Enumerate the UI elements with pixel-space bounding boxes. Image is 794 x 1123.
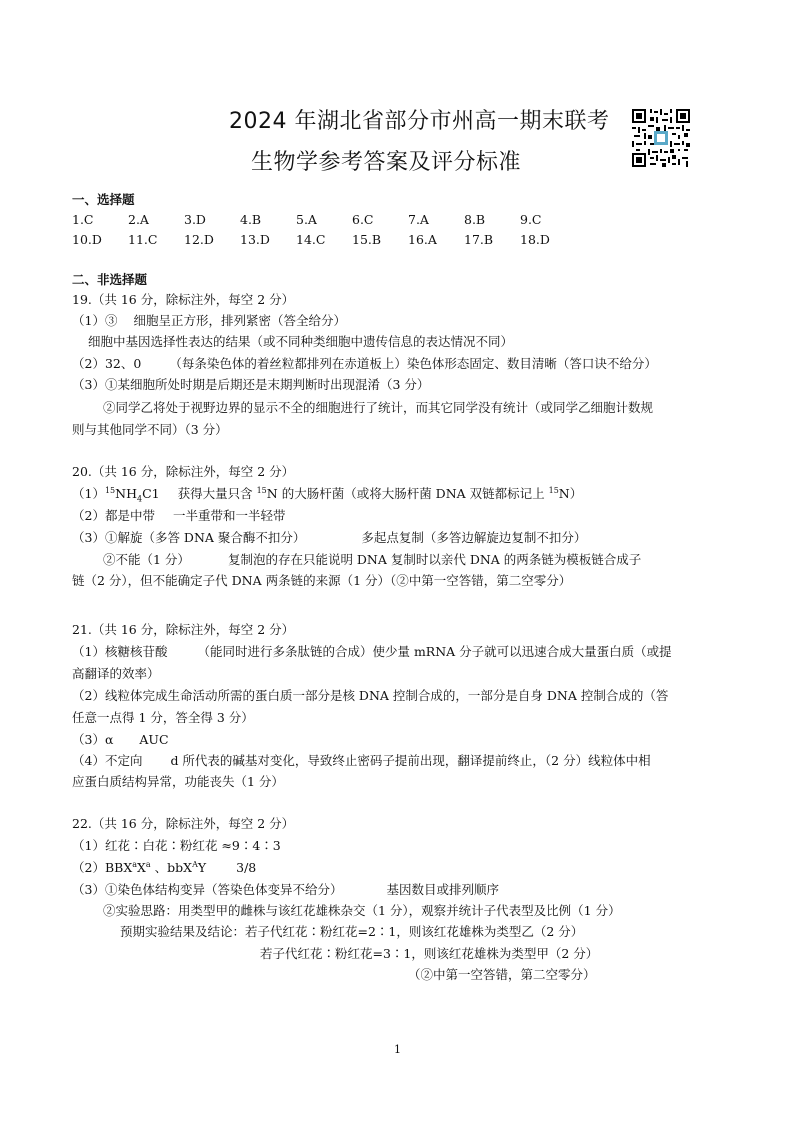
answer-item: 16.A [408, 232, 437, 247]
q20-line-3 [72, 528, 586, 548]
q22-line-4: ②实验思路：用类型甲的雌株与该红花雄株杂交（1 分），观察并统计子代表型及比例（1 分） [103, 903, 621, 918]
answer-item: 10.D [72, 232, 102, 247]
q22-l2-prefix: （2）BBX [72, 860, 133, 875]
q20-l1-end: N） [558, 486, 583, 501]
q19-line-3 [72, 354, 657, 374]
q22-ratio: 3/8 [236, 860, 257, 875]
q22-l2-mid: 、bbX [150, 860, 193, 875]
q19-l1b: 细胞呈正方形，排列紧密（答全给分） [133, 313, 346, 328]
answer-item: 7.A [408, 212, 429, 227]
q21-l1a: （1）核糖核苷酸 [72, 644, 168, 659]
page-number: 1 [394, 1043, 401, 1056]
q20-heading: 20.（共 16 分，除标注外，每空 2 分） [72, 464, 295, 479]
answer-item: 17.B [464, 232, 494, 247]
q19-line-4: （3）①某细胞所处时期是后期还是末期判断时出现混淆（3 分） [72, 377, 430, 392]
q22-line-5: 预期实验结果及结论：若子代红花∶粉红花=2∶1，则该红花雄株为类型乙（2 分） [120, 924, 584, 939]
q21-line-1 [72, 642, 672, 662]
q20-line-5: 链（2 分），但不能确定子代 DNA 两条链的来源（1 分）（②中第一空答错，第二空零分） [72, 573, 572, 588]
q20-nh: NH [115, 486, 137, 501]
q20-line-4 [103, 550, 641, 570]
q19-l3b: （每条染色体的着丝粒都排列在赤道板上）染色体形态固定、数目清晰（答口诀不给分） [169, 356, 657, 371]
q21-l6b: d 所代表的碱基对变化，导致终止密码子提前出现，翻译提前终止，（2 分）线粒体中相 [170, 753, 651, 768]
section-heading-choice: 一、选择题 [72, 192, 135, 207]
q20-l1-prefix: （1） [72, 486, 105, 501]
q19-line-2: 细胞中基因选择性表达的结果（或不同种类细胞中遗传信息的表达情况不同） [88, 334, 514, 349]
q22-heading: 22.（共 16 分，除标注外，每空 2 分） [72, 816, 295, 831]
answer-item: 9.C [520, 212, 542, 227]
answer-item: 15.B [352, 232, 382, 247]
answer-item: 8.B [464, 212, 486, 227]
q21-line-3: （2）线粒体完成生命活动所需的蛋白质一部分是核 DNA 控制合成的，一部分是自身 DNA 控制合成的（答 [72, 688, 669, 703]
q22-line-3 [72, 880, 499, 900]
q20-l3a: （3）①解旋（多答 DNA 聚合酶不扣分） [72, 530, 306, 545]
q20-l4b: 复制泡的存在只能说明 DNA 复制时以亲代 DNA 的两条链为模板链合成子 [227, 552, 642, 567]
answer-item: 4.B [240, 212, 262, 227]
answer-item: 6.C [352, 212, 374, 227]
q19-l3a: （2）32、0 [72, 356, 142, 371]
answer-item: 1.C [72, 212, 94, 227]
q19-line-1 [72, 311, 346, 331]
section-heading-nonchoice: 二、非选择题 [72, 272, 148, 287]
q21-heading: 21.（共 16 分，除标注外，每空 2 分） [72, 622, 295, 637]
page-title-line2: 生物学参考答案及评分标准 [251, 150, 522, 175]
q22-line-6: 若子代红花∶粉红花=3∶1，则该红花雄株为类型甲（2 分） [260, 946, 599, 961]
answer-item: 13.D [240, 232, 270, 247]
q21-l6a: （4）不定向 [72, 753, 143, 768]
answer-item: 11.C [128, 232, 158, 247]
q22-sup-a2: a [145, 859, 151, 869]
q20-l1-mid: 获得大量只含 [177, 486, 257, 501]
q22-l3a: （3）①染色体结构变异（答染色体变异不给分） [72, 882, 343, 897]
q21-line-6 [72, 751, 651, 771]
q21-l1b: （能同时进行多条肽链的合成）使少量 mRNA 分子就可以迅速合成大量蛋白质（或提 [197, 644, 672, 659]
answer-item: 14.C [296, 232, 326, 247]
q22-line-1: （1）红花∶白花∶粉红花 ≈9∶4∶3 [72, 838, 281, 853]
q21-l5a: （3）α [72, 732, 114, 747]
q22-line-7: （②中第一空答错，第二空零分） [408, 967, 596, 982]
qr-code-icon [632, 109, 690, 167]
q20-l2b: 一半重带和一半轻带 [172, 508, 286, 523]
page-title-line1: 2024 年湖北省部分市州高一期末联考 [229, 109, 610, 134]
answer-item: 5.A [296, 212, 317, 227]
q20-cl: C1 [142, 486, 160, 501]
q19-heading: 19.（共 16 分，除标注外，每空 2 分） [72, 292, 295, 307]
q19-l1a: （1）③ [72, 313, 118, 328]
q20-l2a: （2）都是中带 [72, 508, 155, 523]
q21-line-4: 任意一点得 1 分，答全得 3 分） [72, 710, 254, 725]
q20-sub-4: 4 [136, 494, 143, 504]
q20-line-1 [72, 484, 582, 504]
q20-line-2 [72, 506, 285, 526]
q21-l5b: AUC [139, 732, 169, 747]
q22-y: Y [197, 860, 207, 875]
answer-item: 2.A [128, 212, 149, 227]
q21-line-7: 应蛋白质结构异常，功能丧失（1 分） [72, 774, 284, 789]
q20-isotope-15: 15 [104, 485, 116, 495]
q21-line-5 [72, 730, 169, 750]
q19-line-5b: 则与其他同学不同）（3 分） [72, 422, 228, 437]
q22-l3b: 基因数目或排列顺序 [386, 882, 499, 897]
q22-sup-a1: a [132, 859, 138, 869]
q19-line-5a: ②同学乙将处于视野边界的显示不全的细胞进行了统计，而其它同学没有统计（或同学乙细胞计数规 [103, 400, 654, 415]
q20-l4a: ②不能（1 分） [103, 552, 190, 567]
answer-item: 3.D [184, 212, 206, 227]
q22-sup-A: A [192, 859, 198, 869]
choice-answers-row-1 [72, 210, 576, 230]
q20-isotope-15b: 15 [256, 485, 267, 495]
q22-line-2 [72, 858, 256, 878]
q21-line-2: 高翻译的效率） [72, 666, 160, 681]
choice-answers-row-2 [72, 230, 576, 250]
q22-x2: X [137, 860, 146, 875]
q20-l3b: 多起点复制（多答边解旋边复制不扣分） [361, 530, 587, 545]
q20-isotope-15c: 15 [548, 485, 559, 495]
answer-item: 18.D [520, 232, 550, 247]
q20-l1-mid2: N 的大肠杆菌（或将大肠杆菌 DNA 双链都标记上 [266, 486, 549, 501]
answer-item: 12.D [184, 232, 214, 247]
